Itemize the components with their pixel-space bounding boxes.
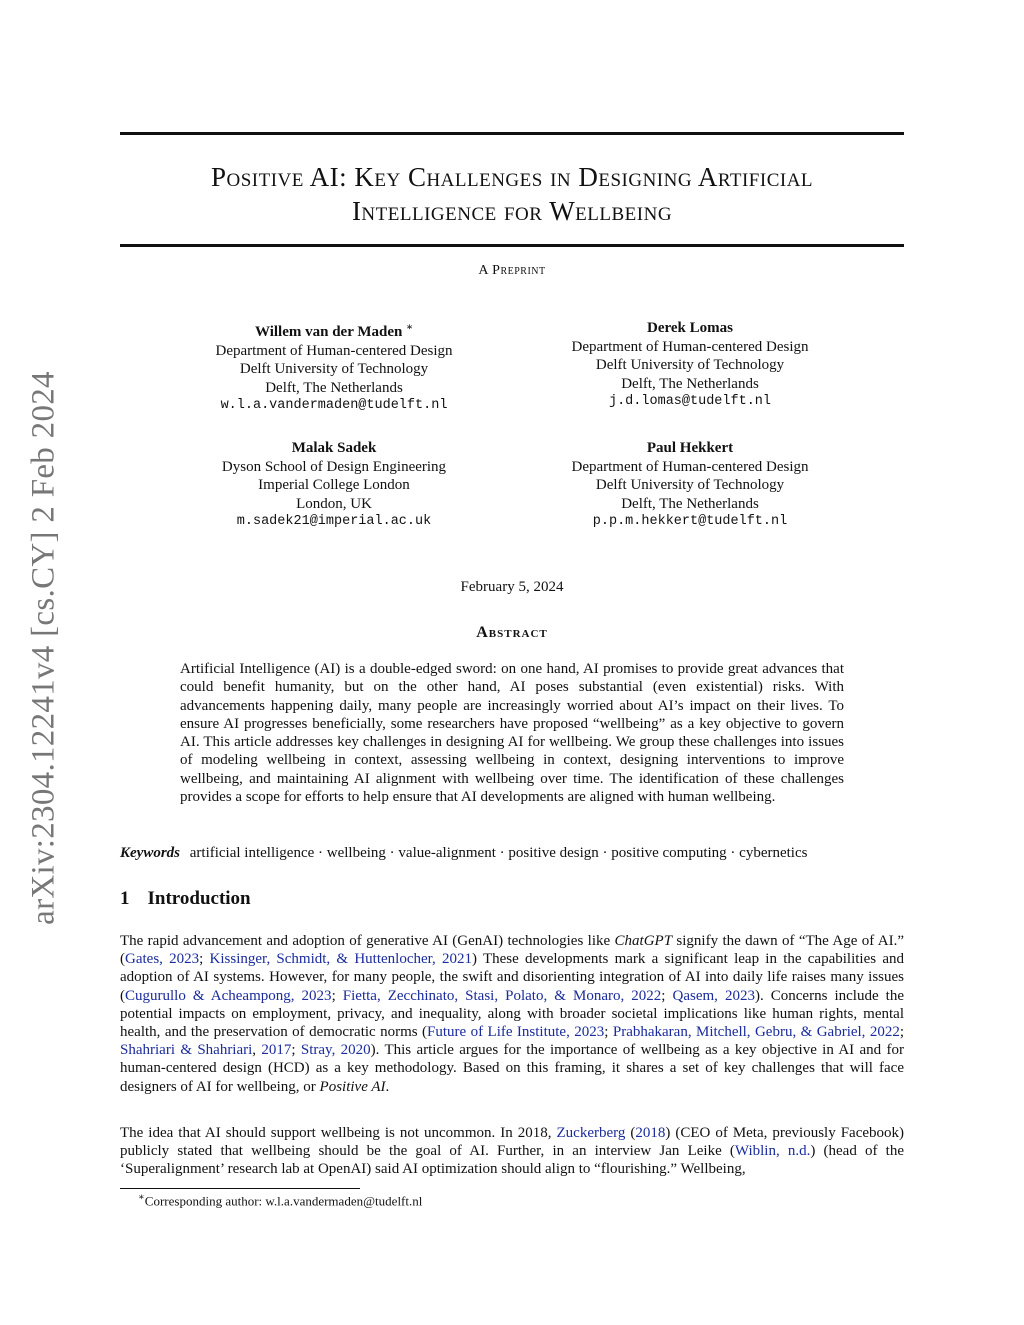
keywords-label: Keywords [120,845,180,861]
section-number: 1 [120,888,130,909]
intro-paragraph-1: The rapid advancement and adoption of generative AI (GenAI) technologies like ChatGPT signify the dawn of “The Age of AI.” (Gates, 2023; Kissinger, Schmidt, & Huttenlocher, 2021) These developments mark a significant leap in the capabilities and adoption of AI systems. However, for many people, the swift and disorienting integration of AI into daily life raises many issues (Cugurullo & Acheampong, 2023; Fietta, Zecchinato, Stasi, Polato, & Monaro, 2022; Qasem, 2023). Concerns include the potential impacts on employment, privacy, and inequality, along with broader societal implications like human rights, mental health, and the preservation of democratic norms (Future of Life Institute, 2023; Prabhakaran, Mitchell, Gebru, & Gabriel, 2022; Shahriari & Shahriari, 2017; Stray, 2020). This article argues for the importance of wellbeing as a key objective in AI and for human-centered design (HCD) as a key methodology. Based on this framing, it shares a set of key challenges that will face designers of AI for wellbeing, or Positive AI. [120,933,905,1095]
author-block [520,319,860,412]
author-department: Dyson School of Design Engineering [221,458,447,475]
citation-link[interactable]: 2018 [635,1125,666,1141]
citation-link[interactable]: Shahriari & Shahriari [120,1042,253,1059]
intro-paragraph-2: The idea that AI should support wellbeing is not uncommon. In 2018, Zuckerberg (2018) (CEO of Meta, previously Facebook) publicly stated that wellbeing should be the goal of AI. Further, in an interview Jan Leike (Wiblin, n.d.) (head of the ‘Superalignment’ research lab at OpenAI) said AI optimization should align to “flourishing.” Wellbeing, [120,1125,904,1178]
author-department: Department of Human-centered Design [571,458,809,475]
title-line-1: Positive AI: Key Challenges in Designing Artificial [210,162,814,192]
footnote [138,1192,422,1209]
author-location: London, UK [296,495,372,512]
author-block [520,439,860,532]
author-name: Derek Lomas [647,320,733,336]
footnote-rule [120,1188,360,1189]
citation-link[interactable]: Fietta, Zecchinato, Stasi, Polato, & Monaro, 2022 [342,987,662,1004]
section-heading [120,888,251,910]
author-name: Willem van der Maden ∗ [254,322,414,340]
citation-link[interactable]: Future of Life Institute, 2023 [427,1024,605,1041]
author-location: Delft, The Netherlands [621,495,759,512]
title-top-rule [120,132,904,135]
footnote-mark: ∗ [138,1192,145,1203]
author-name: Paul Hekkert [646,440,734,456]
author-department: Department of Human-centered Design [215,342,453,359]
author-location: Delft, The Netherlands [621,375,759,392]
section-title: Introduction [147,888,251,909]
author-block [164,319,504,416]
preprint-label: A Preprint [478,263,546,278]
author-email[interactable]: p.p.m.hekkert@tudelft.nl [592,514,788,529]
title-bottom-rule [120,244,904,247]
footnote-text: Corresponding author: w.l.a.vandermaden@tudelft.nl [144,1193,423,1209]
author-email[interactable]: j.d.lomas@tudelft.nl [608,394,772,409]
author-block [164,439,504,532]
abstract-text: Artificial Intelligence (AI) is a double-edged sword: on one hand, AI promises to provide great advances that could benefit humanity, but on the other hand, AI poses substantial (even existential) risks. With advancements happening daily, many people are increasingly worried about AI’s impact on their lives. To ensure AI progresses beneficially, some researchers have proposed “wellbeing” as a key objective to govern AI. This article addresses key challenges in designing AI for wellbeing. We group these challenges into issues of modeling wellbeing in context, assessing wellbeing in context, designing interventions to improve wellbeing, and maintaining AI alignment with wellbeing over time. The identification of these challenges provides a scope for efforts to help ensure that AI developments are aligned with human wellbeing. [180,661,844,806]
keywords-line [120,845,904,862]
citation-link[interactable]: Qasem, 2023 [672,987,755,1004]
paper-title [120,160,904,228]
author-organization: Imperial College London [258,477,410,493]
publication-date: February 5, 2024 [460,579,564,595]
keywords-list: artificial intelligence · wellbeing · value-alignment · positive design · positive computing · cybernetics [189,845,808,861]
author-organization: Delft University of Technology [595,477,785,493]
citation-link[interactable]: Gates, 2023 [125,951,200,968]
author-location: Delft, The Netherlands [265,379,403,396]
citation-link[interactable]: Wiblin, n.d. [734,1143,811,1160]
author-name: Malak Sadek [291,440,377,456]
citation-link[interactable]: Stray, 2020 [300,1042,371,1059]
citation-link[interactable]: Cugurullo & Acheampong, 2023 [125,987,332,1004]
citation-link[interactable]: Zuckerberg [556,1125,626,1141]
citation-link[interactable]: 2017 [261,1042,292,1059]
author-email[interactable]: m.sadek21@imperial.ac.uk [236,514,432,529]
citation-link[interactable]: Kissinger, Schmidt, & Huttenlocher, 2021 [209,951,473,968]
author-organization: Delft University of Technology [239,361,429,377]
abstract-heading: Abstract [476,624,548,641]
title-line-2: Intelligence for Wellbeing [351,196,673,226]
citation-link[interactable]: Prabhakaran, Mitchell, Gebru, & Gabriel, 2022 [612,1024,900,1041]
footnote-mark: ∗ [406,322,414,333]
arxiv-identifier: arXiv:2304.12241v4 [cs.CY] 2 Feb 2024 [25,371,62,925]
author-email[interactable]: w.l.a.vandermaden@tudelft.nl [220,398,448,413]
author-department: Department of Human-centered Design [571,338,809,355]
author-organization: Delft University of Technology [595,357,785,373]
